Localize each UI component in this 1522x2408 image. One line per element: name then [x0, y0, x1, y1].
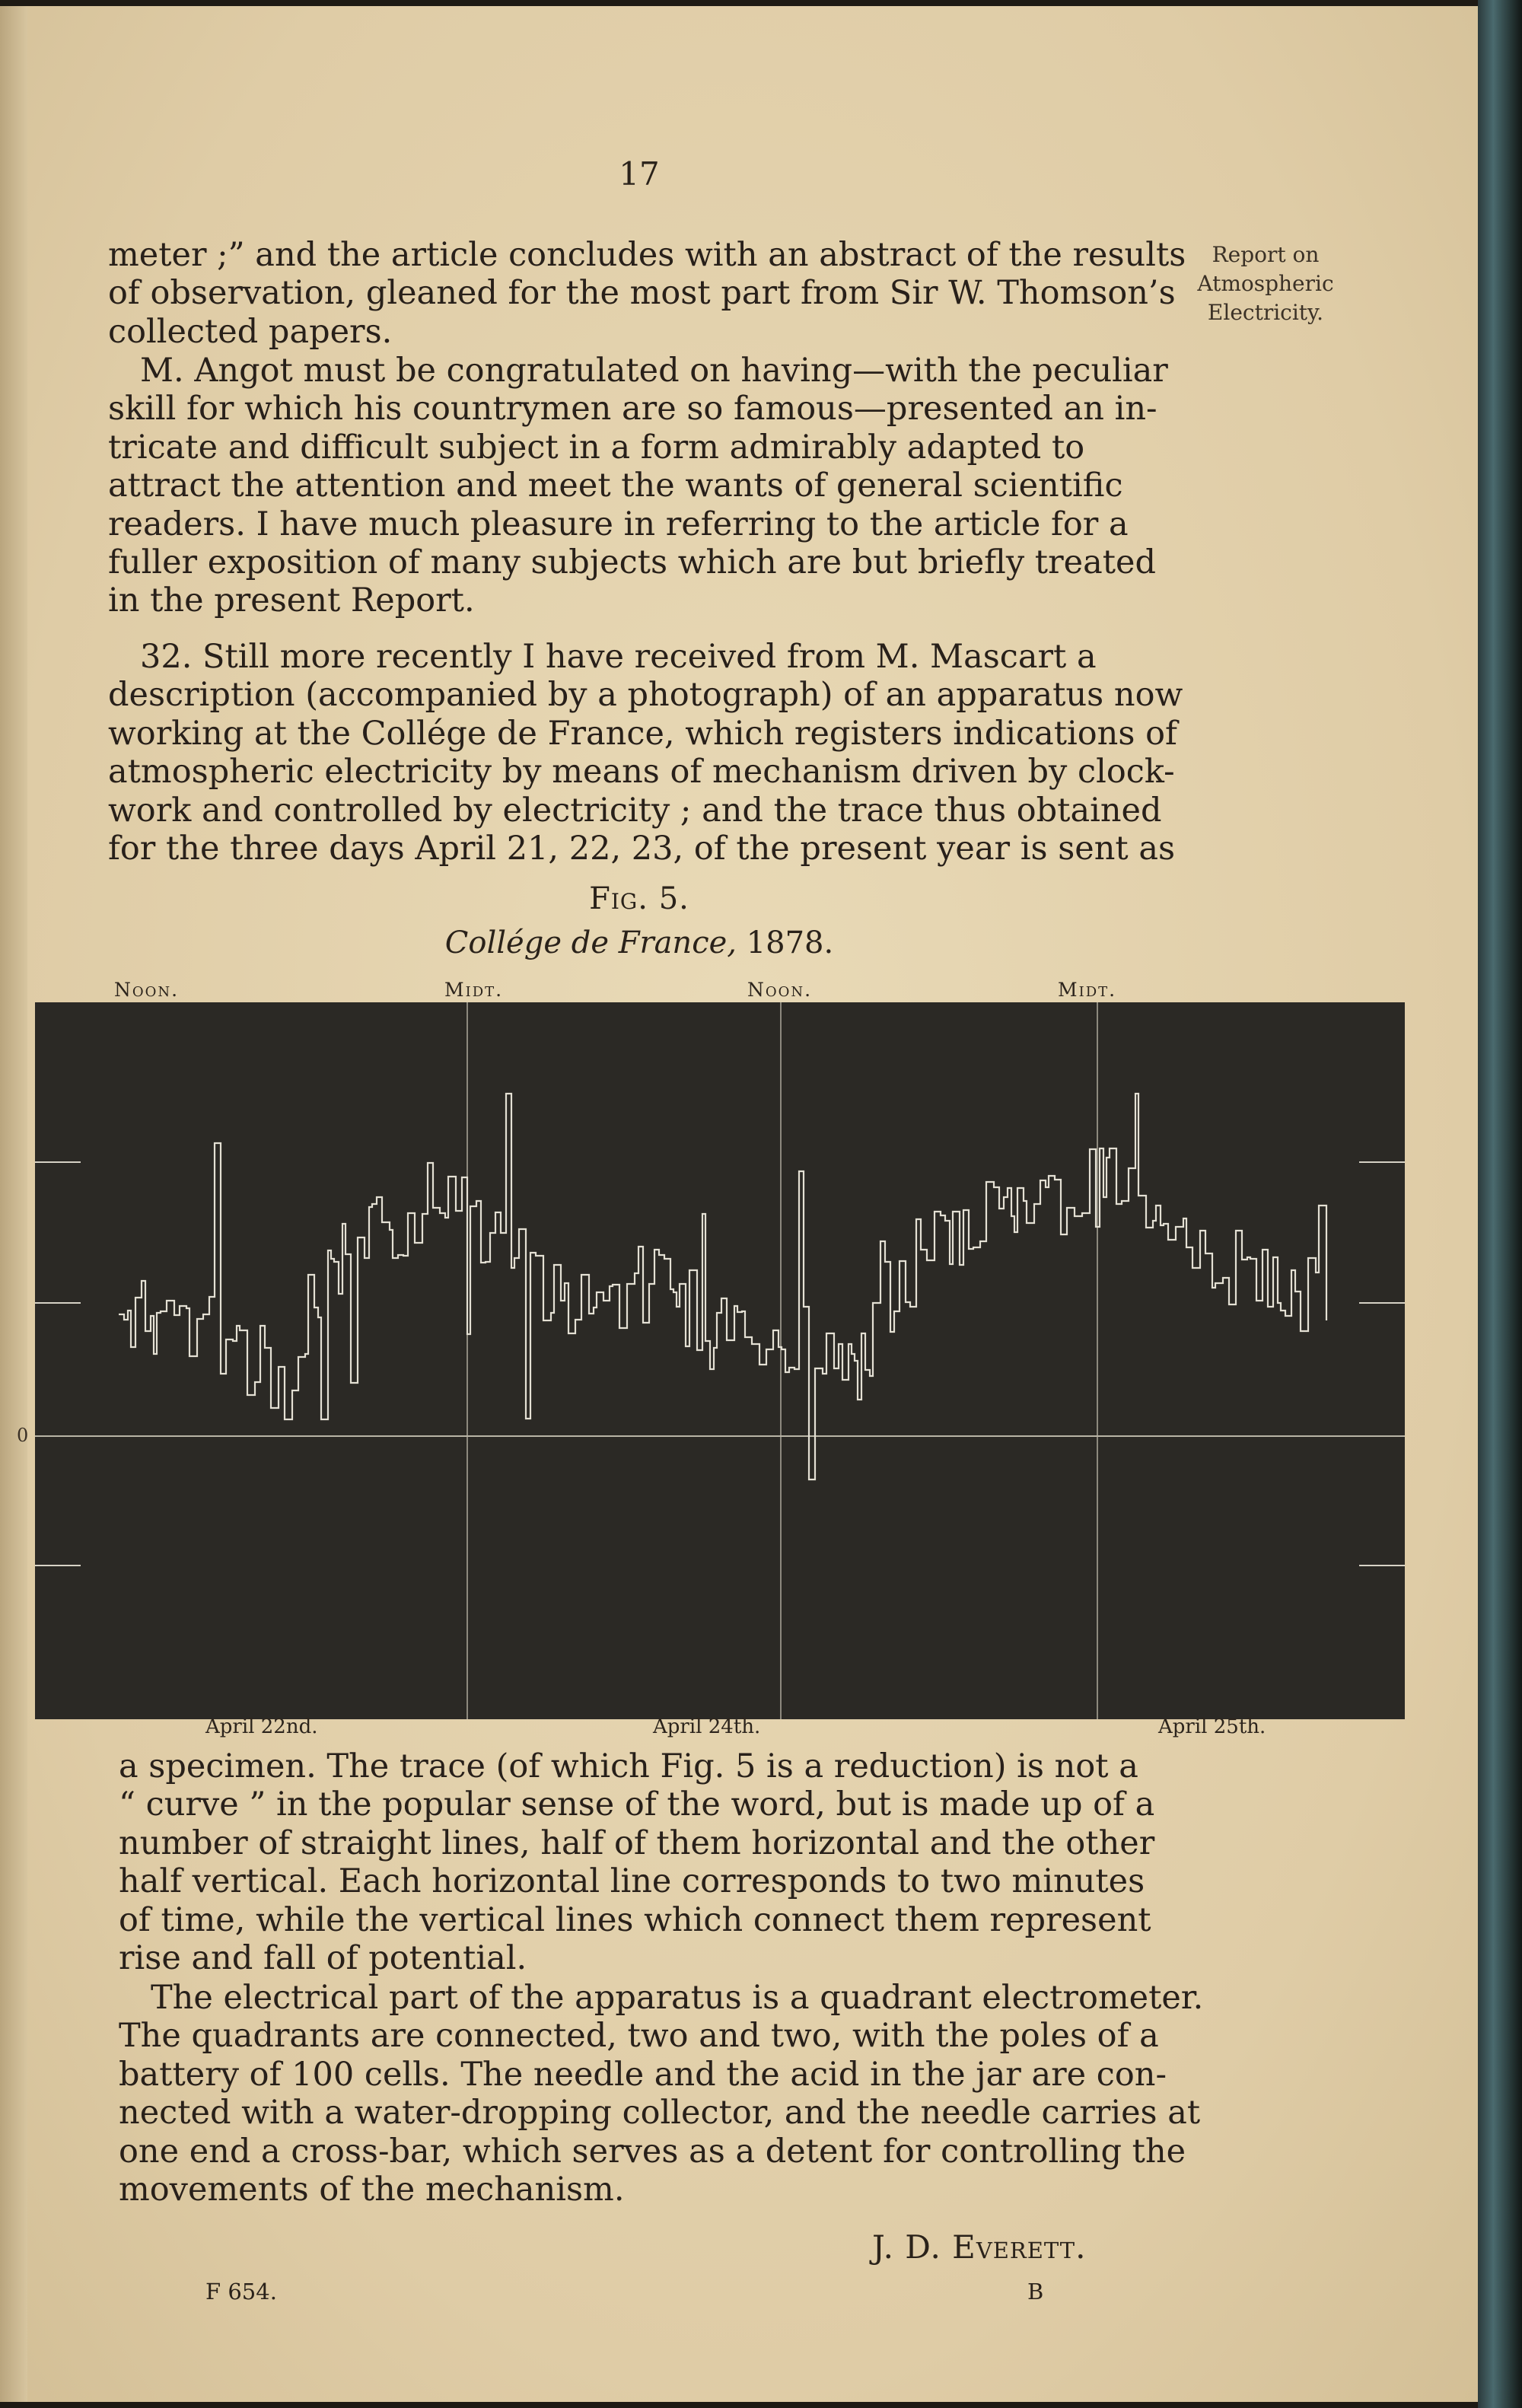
text-line: half vertical. Each horizontal line corresponds to two minutes: [119, 1862, 1145, 1901]
page-number: 17: [619, 155, 660, 193]
text-line: working at the Collége de France, which registers indications of: [108, 714, 1177, 753]
text-line: “ curve ” in the popular sense of the word, but is made up of a: [119, 1785, 1155, 1824]
margin-note-line: Electricity.: [1207, 300, 1324, 325]
text-line: of observation, gleaned for the most part from Sir W. Thomson’s: [108, 274, 1176, 313]
text-line: description (accompanied by a photograph) of an apparatus now: [108, 676, 1183, 715]
text-line: number of straight lines, half of them horizontal and the other: [119, 1824, 1155, 1862]
text-line: movements of the mechanism.: [119, 2171, 625, 2209]
text-line: meter ;” and the article concludes with an abstract of the results: [108, 236, 1186, 274]
text-line: attract the attention and meet the wants of general scientific: [108, 467, 1123, 505]
date-label: April 24th.: [653, 1715, 761, 1738]
date-label: April 25th.: [1158, 1715, 1266, 1738]
text-line: for the three days April 21, 22, 23, of the present year is sent as: [108, 830, 1176, 868]
gathering-letter: B: [1027, 2279, 1044, 2304]
paragraph-apparatus: [119, 1979, 1204, 2209]
text-line: a specimen. The trace (of which Fig. 5 is a reduction) is not a: [119, 1747, 1138, 1785]
book-spine: [1478, 0, 1522, 2408]
electrometer-trace-photograph: [35, 1002, 1405, 1719]
text-line: skill for which his countrymen are so famous—presented an in-: [108, 390, 1157, 428]
author-signature: J. D. Everett.: [872, 2228, 1087, 2266]
text-line: of time, while the vertical lines which connect them represent: [119, 1900, 1151, 1939]
text-line: collected papers.: [108, 312, 393, 351]
text-line: readers. I have much pleasure in referring to the article for a: [108, 505, 1129, 543]
figure-caption: [0, 925, 1278, 960]
time-label-midnight: Midt.: [1058, 979, 1117, 1001]
page-gutter: [0, 6, 27, 2402]
text-line: one end a cross-bar, which serves as a detent for controlling the: [119, 2132, 1186, 2171]
text-line: fuller exposition of many subjects which are but briefly treated: [108, 543, 1156, 582]
text-line: work and controlled by electricity ; and the trace thus obtained: [108, 791, 1162, 830]
margin-note-line: Atmospheric: [1197, 271, 1334, 296]
time-label-noon: Noon.: [747, 979, 813, 1001]
text-line: The electrical part of the apparatus is a quadrant electrometer.: [151, 1979, 1204, 2017]
text-line: tricate and difficult subject in a form admirably adapted to: [108, 428, 1085, 467]
text-line: The quadrants are connected, two and two, with the poles of a: [119, 2017, 1159, 2056]
text-line: nected with a water-dropping collector, and the needle carries at: [119, 2094, 1201, 2132]
paragraph-section-32: [108, 638, 1183, 868]
figure-caption-year: 1878.: [746, 925, 834, 960]
text-line: 32. Still more recently I have received from M. Mascart a: [140, 638, 1097, 676]
paragraph-angot: [108, 352, 1168, 620]
trace-photo-background: [35, 1002, 1405, 1719]
signature-mark: F 654.: [205, 2279, 277, 2304]
paragraph-intro: [108, 236, 1186, 351]
time-label-noon: Noon.: [114, 979, 180, 1001]
figure-caption-institution: Collége de France,: [444, 925, 737, 960]
text-line: M. Angot must be congratulated on having—with the peculiar: [140, 352, 1168, 390]
text-line: rise and fall of potential.: [119, 1939, 527, 1978]
figure-label: Fig. 5.: [589, 881, 689, 916]
text-line: atmospheric electricity by means of mechanism driven by clock-: [108, 753, 1175, 792]
text-line: battery of 100 cells. The needle and the acid in the jar are con-: [119, 2055, 1167, 2094]
zero-line-label: 0: [17, 1425, 29, 1446]
paragraph-specimen: [119, 1747, 1155, 1977]
text-line: in the present Report.: [108, 581, 475, 620]
time-label-midnight: Midt.: [444, 979, 504, 1001]
date-label: April 22nd.: [205, 1715, 318, 1738]
margin-note: [1178, 240, 1353, 327]
margin-note-line: Report on: [1212, 242, 1320, 267]
